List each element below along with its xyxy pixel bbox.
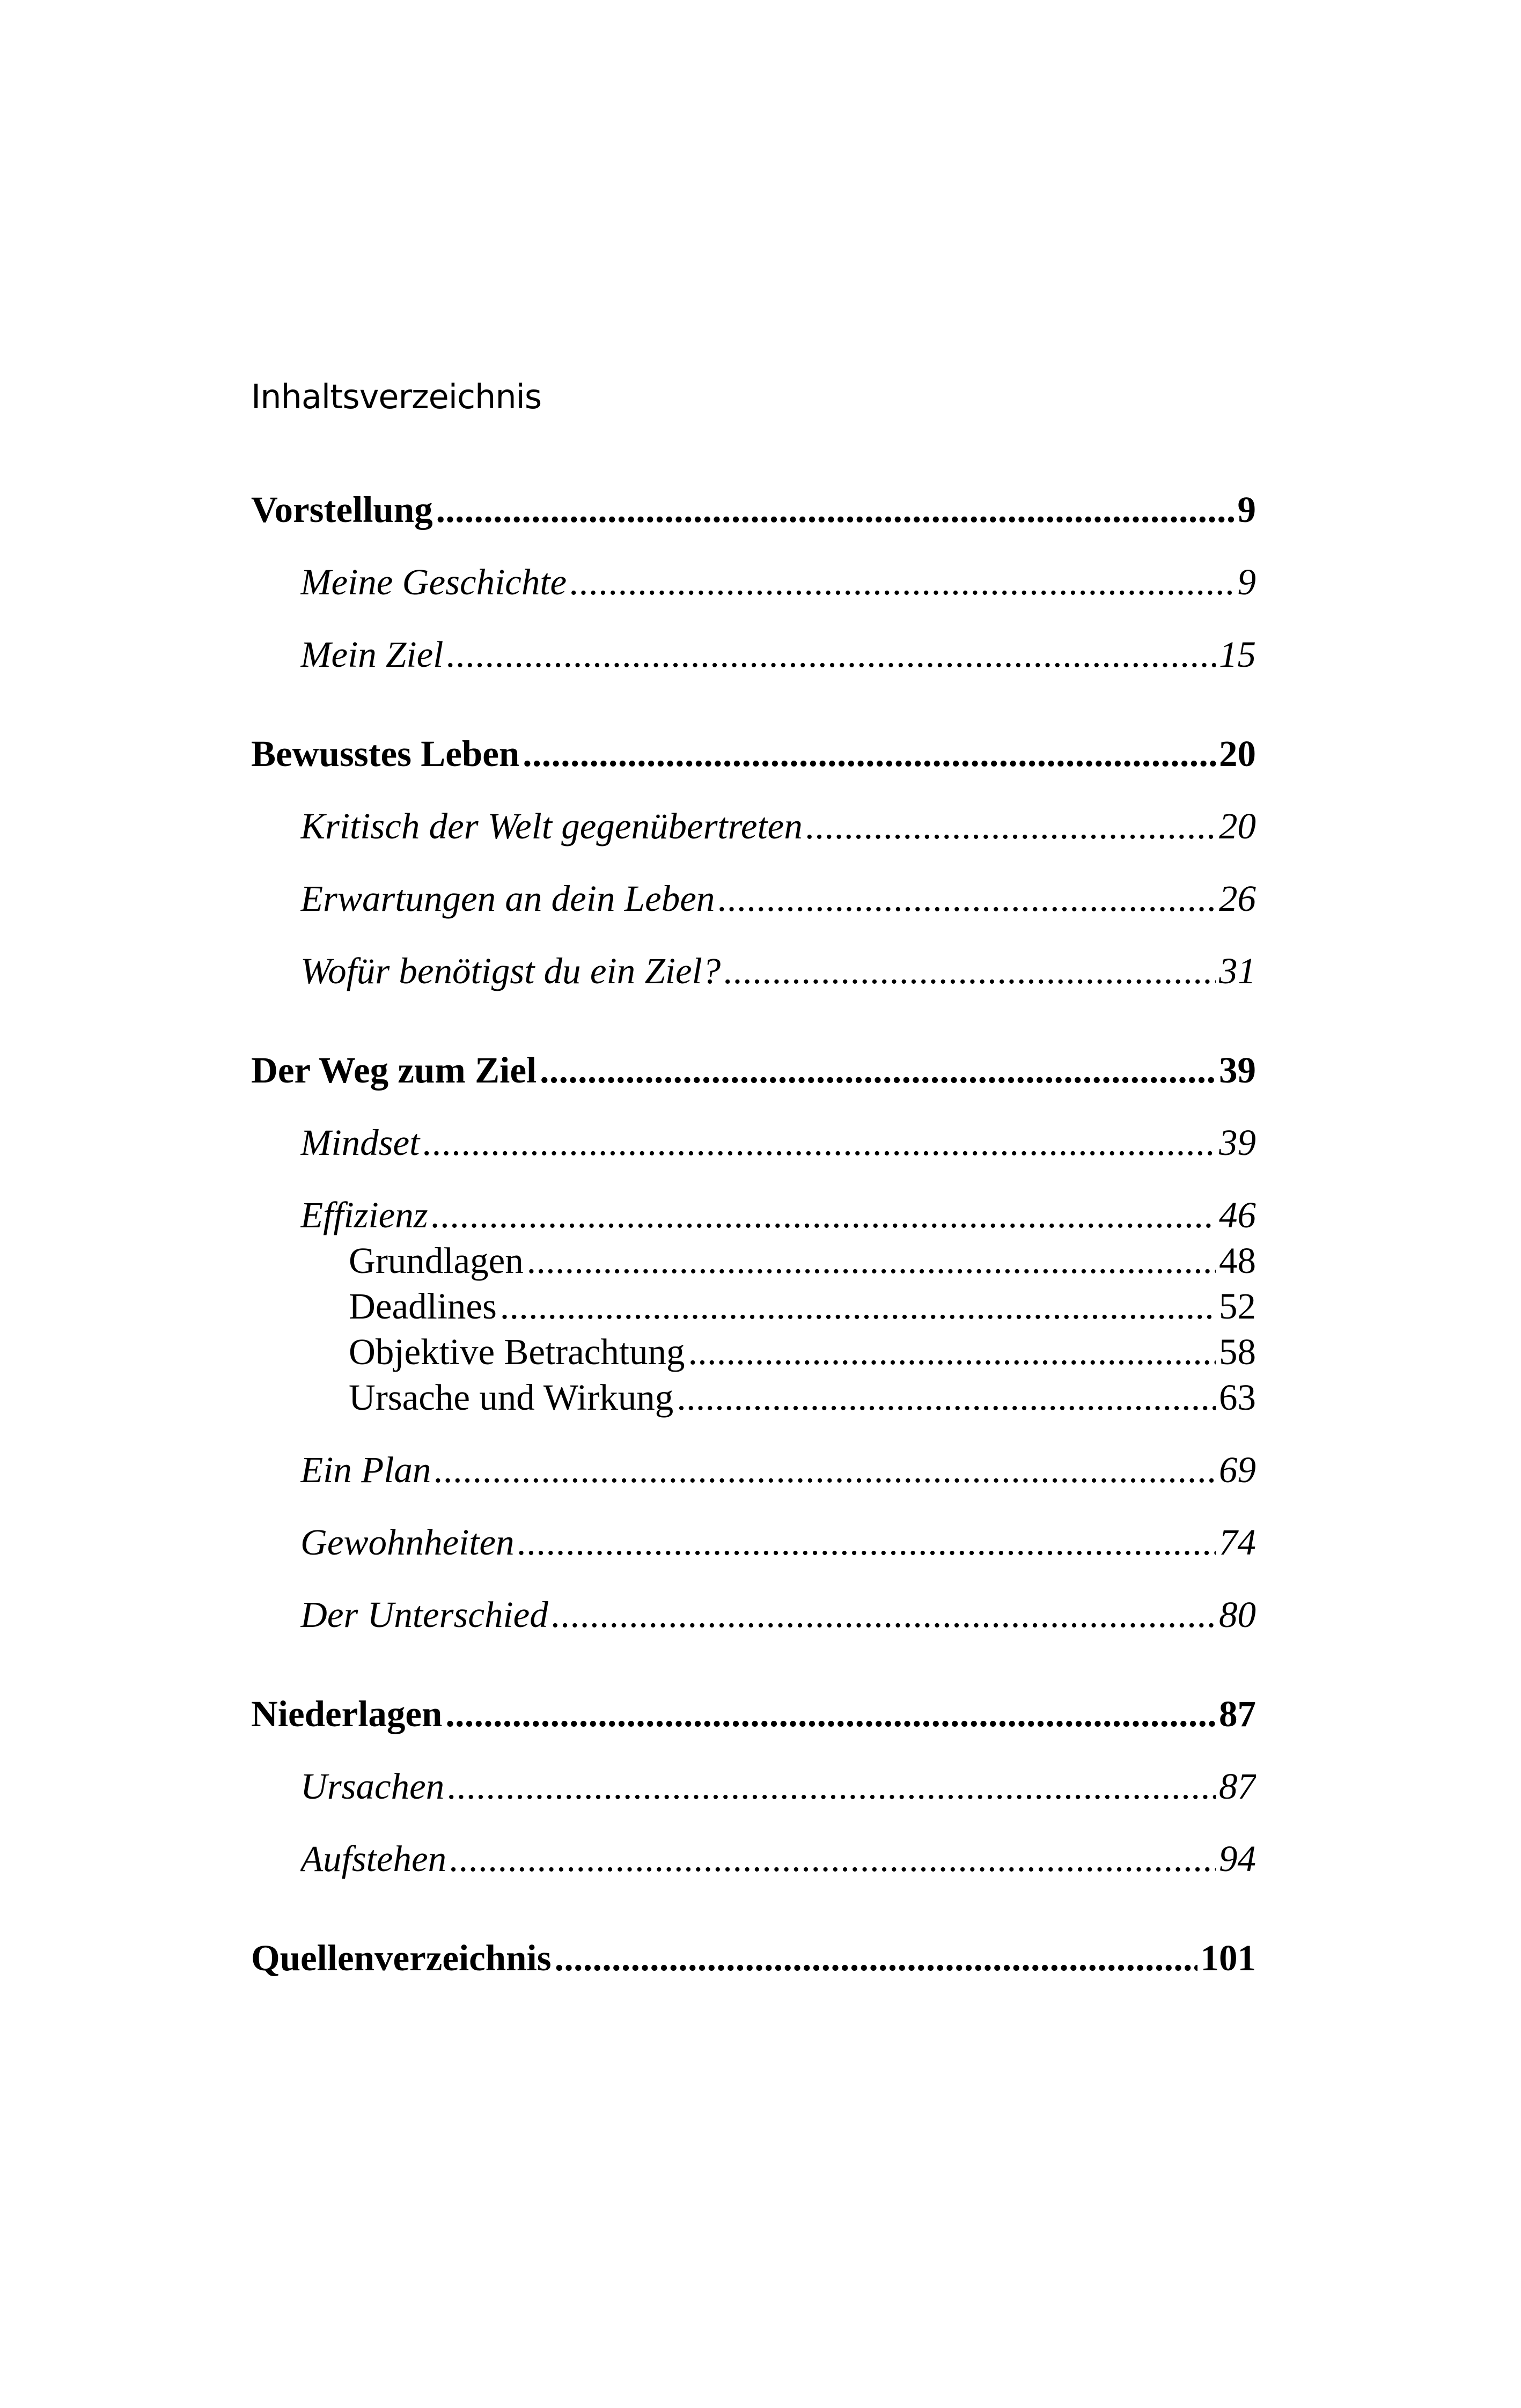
dot-leader	[450, 1835, 1216, 1883]
toc-entry-label: Kritisch der Welt gegenübertreten	[300, 806, 803, 846]
toc-entry-vorstellung[interactable]	[251, 485, 1256, 534]
dot-leader	[445, 1690, 1216, 1738]
toc-entry-label: Der Weg zum Ziel	[251, 1050, 537, 1091]
toc-entry-der-weg-zum-ziel[interactable]	[251, 1046, 1256, 1094]
toc-entry-page: 58	[1219, 1331, 1256, 1372]
toc-entry-label: Niederlagen	[251, 1693, 443, 1734]
dot-leader	[718, 874, 1216, 923]
toc-entry-meine-geschichte[interactable]	[300, 558, 1256, 606]
toc-entry-page: 46	[1219, 1195, 1256, 1235]
dot-leader	[527, 1236, 1216, 1285]
toc-entry-quellenverzeichnis[interactable]	[251, 1934, 1256, 1982]
toc-entry-label: Meine Geschichte	[300, 562, 567, 602]
dot-leader	[518, 1518, 1216, 1566]
toc-entry-ursache-und-wirkung[interactable]	[349, 1373, 1256, 1422]
toc-entry-wofuer[interactable]	[300, 947, 1256, 995]
toc-entry-label: Mein Ziel	[300, 634, 444, 675]
toc-entry-label: Bewusstes Leben	[251, 733, 520, 774]
toc-entry-label: Mindset	[300, 1122, 420, 1163]
toc-entry-der-unterschied[interactable]	[300, 1590, 1256, 1639]
dot-leader	[540, 1046, 1216, 1094]
toc-entry-niederlagen[interactable]	[251, 1690, 1256, 1738]
dot-leader	[446, 630, 1216, 679]
toc-entry-grundlagen[interactable]	[349, 1236, 1256, 1285]
toc-entry-page: 87	[1219, 1693, 1256, 1734]
toc-entry-mein-ziel[interactable]	[300, 630, 1256, 679]
toc-entry-page: 74	[1219, 1522, 1256, 1563]
dot-leader	[431, 1191, 1216, 1239]
toc-entry-page: 15	[1219, 634, 1256, 675]
toc-entry-ein-plan[interactable]	[300, 1446, 1256, 1494]
toc-entry-label: Ursachen	[300, 1766, 445, 1807]
dot-leader	[423, 1118, 1216, 1167]
toc-entry-objektive-betrachtung[interactable]	[349, 1328, 1256, 1376]
toc-entry-page: 9	[1237, 489, 1256, 530]
toc-entry-label: Wofür benötigst du ein Ziel?	[300, 951, 721, 991]
dot-leader	[806, 802, 1216, 850]
toc-entry-page: 9	[1237, 562, 1256, 602]
toc-entry-page: 101	[1200, 1938, 1256, 1978]
toc-entry-page: 80	[1219, 1594, 1256, 1635]
toc-entry-erwartungen[interactable]	[300, 874, 1256, 923]
toc-entry-page: 52	[1219, 1286, 1256, 1327]
dot-leader	[688, 1328, 1216, 1376]
dot-leader	[555, 1934, 1197, 1982]
dot-leader	[500, 1282, 1216, 1330]
dot-leader	[447, 1762, 1216, 1810]
toc-entry-page: 39	[1219, 1122, 1256, 1163]
toc-entry-page: 94	[1219, 1838, 1256, 1879]
toc-entry-page: 20	[1219, 806, 1256, 846]
dot-leader	[724, 947, 1216, 995]
toc-entry-label: Quellenverzeichnis	[251, 1938, 552, 1978]
toc-entry-label: Aufstehen	[300, 1838, 447, 1879]
toc-entry-page: 26	[1219, 878, 1256, 919]
toc-entry-ursachen[interactable]	[300, 1762, 1256, 1810]
toc-entry-kritisch[interactable]	[300, 802, 1256, 850]
toc-entry-page: 48	[1219, 1240, 1256, 1281]
toc-entry-aufstehen[interactable]	[300, 1835, 1256, 1883]
toc-entry-mindset[interactable]	[300, 1118, 1256, 1167]
toc-entry-label: Vorstellung	[251, 489, 433, 530]
dot-leader	[677, 1373, 1216, 1422]
toc-entry-deadlines[interactable]	[349, 1282, 1256, 1330]
toc-entry-page: 69	[1219, 1449, 1256, 1490]
toc-entry-label: Gewohnheiten	[300, 1522, 515, 1563]
toc-entry-bewusstes-leben[interactable]	[251, 730, 1256, 778]
toc-entry-label: Grundlagen	[349, 1240, 524, 1281]
toc-entry-page: 31	[1219, 951, 1256, 991]
toc-entry-label: Effizienz	[300, 1195, 428, 1235]
dot-leader	[552, 1590, 1216, 1639]
toc-entry-page: 20	[1219, 733, 1256, 774]
toc-entry-page: 63	[1219, 1377, 1256, 1418]
dot-leader	[570, 558, 1234, 606]
toc-entry-label: Deadlines	[349, 1286, 497, 1327]
toc-entry-gewohnheiten[interactable]	[300, 1518, 1256, 1566]
toc-entry-label: Erwartungen an dein Leben	[300, 878, 715, 919]
dot-leader	[436, 485, 1235, 534]
toc-entry-page: 87	[1219, 1766, 1256, 1807]
toc-entry-label: Ursache und Wirkung	[349, 1377, 674, 1418]
toc-entry-effizienz[interactable]	[300, 1191, 1256, 1239]
toc-heading: Inhaltsverzeichnis	[251, 377, 542, 416]
toc-entry-label: Ein Plan	[300, 1449, 431, 1490]
dot-leader	[523, 730, 1216, 778]
toc-entry-page: 39	[1219, 1050, 1256, 1091]
dot-leader	[434, 1446, 1216, 1494]
toc-entry-label: Der Unterschied	[300, 1594, 548, 1635]
toc-entry-label: Objektive Betrachtung	[349, 1331, 685, 1372]
